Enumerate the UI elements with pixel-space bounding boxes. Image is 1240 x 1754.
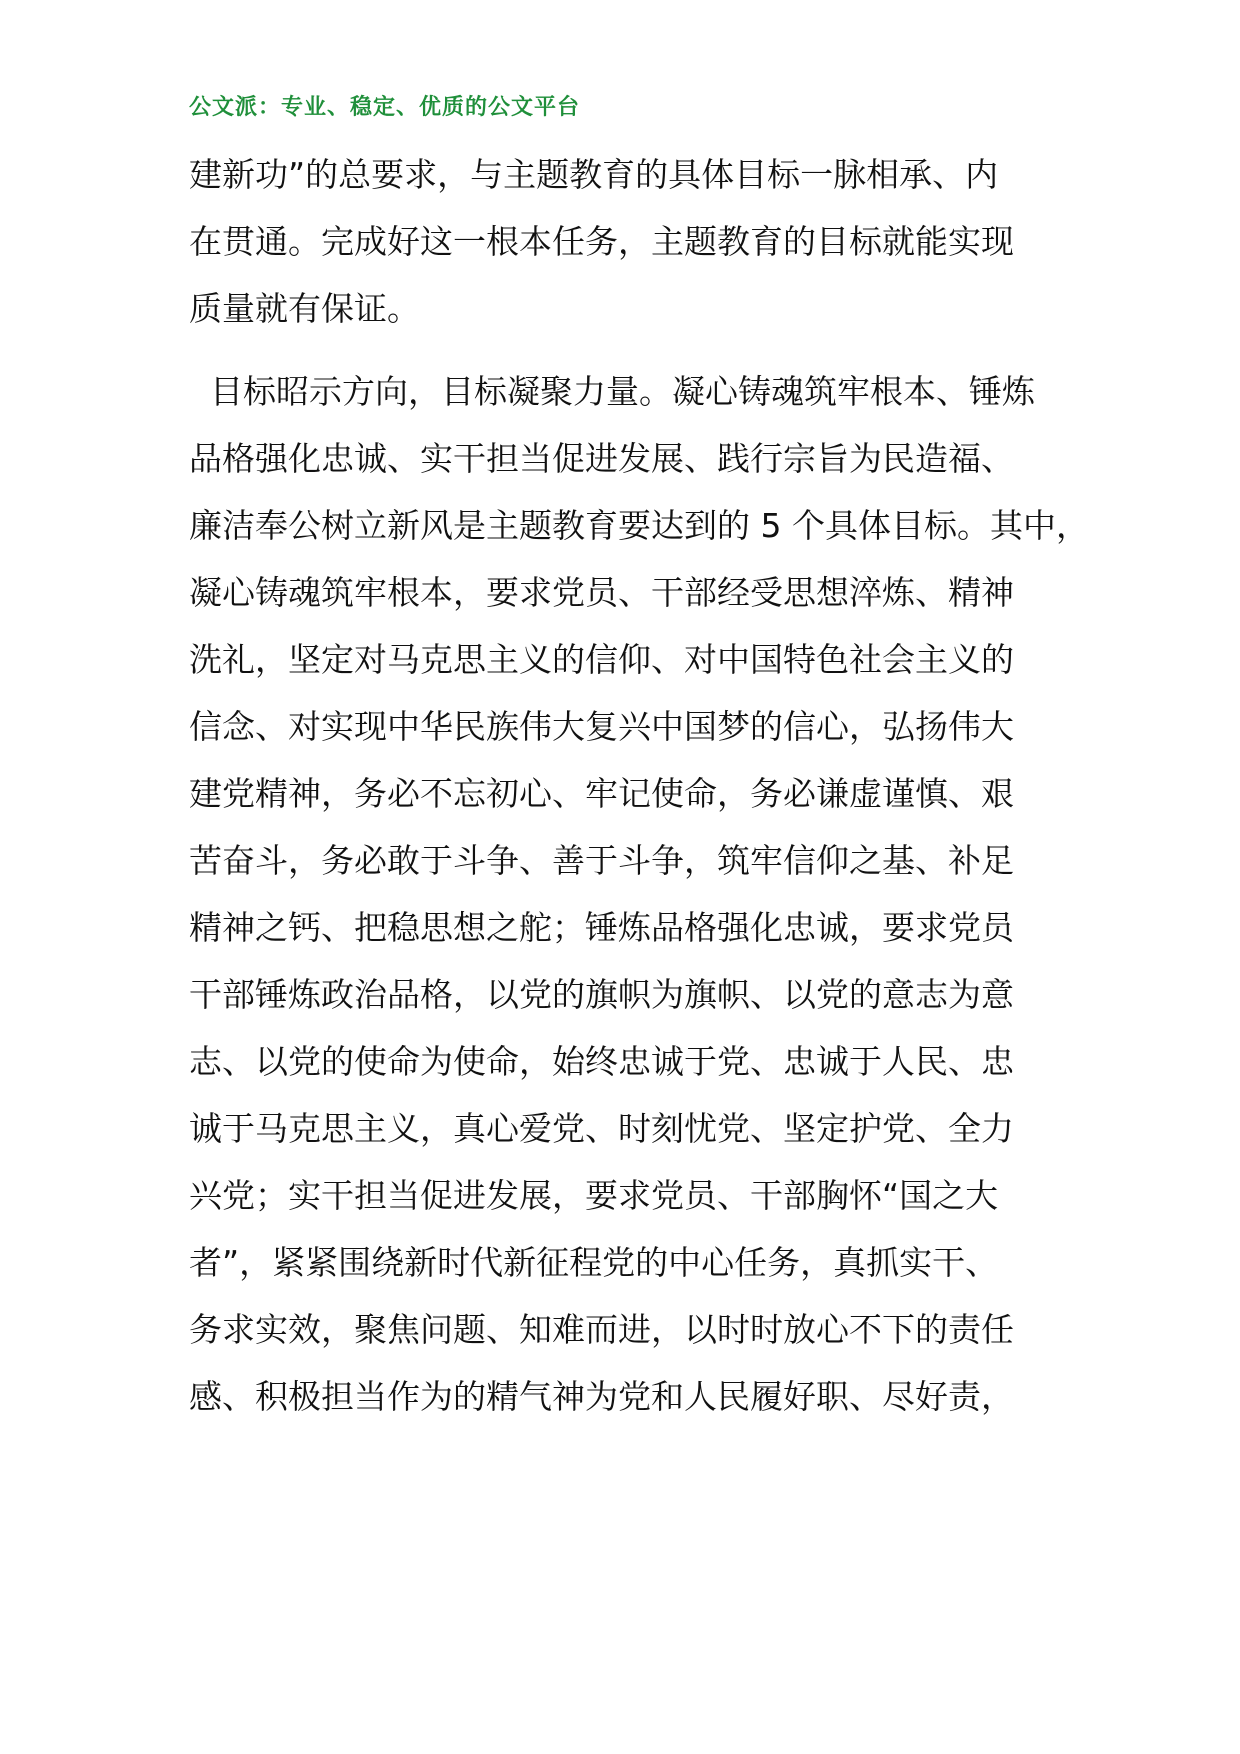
paragraph-2-line-15: 务求实效，聚焦问题、知难而进，以时时放心不下的责任 (189, 1310, 1014, 1349)
paragraph-2-line-7: 建党精神，务必不忘初心、牢记使命，务必谦虚谨慎、艰 (189, 774, 1014, 813)
paragraph-2-line-6: 信念、对实现中华民族伟大复兴中国梦的信心，弘扬伟大 (189, 707, 1014, 746)
paragraph-2-line-12: 诚于马克思主义，真心爱党、时刻忧党、坚定护党、全力 (189, 1109, 1014, 1148)
paragraph-1-line-2: 在贯通。完成好这一根本任务，主题教育的目标就能实现 (189, 222, 1014, 261)
paragraph-2-line-2: 品格强化忠诚、实干担当促进发展、践行宗旨为民造福、 (189, 439, 1014, 478)
page-header-tagline: 公文派：专业、稳定、优质的公文平台 (189, 95, 581, 120)
paragraph-2-line-16: 感、积极担当作为的精气神为党和人民履好职、尽好责， (189, 1377, 1014, 1416)
paragraph-2-line-3: 廉洁奉公树立新风是主题教育要达到的 5 个具体目标。其中， (189, 506, 1089, 545)
paragraph-2-line-13: 兴党；实干担当促进发展，要求党员、干部胸怀“国之大 (189, 1176, 999, 1215)
paragraph-2-line-14: 者”，紧紧围绕新时代新征程党的中心任务，真抓实干、 (189, 1243, 999, 1282)
paragraph-2-line-10: 干部锤炼政治品格，以党的旗帜为旗帜、以党的意志为意 (189, 975, 1014, 1014)
paragraph-2-line-5: 洗礼，坚定对马克思主义的信仰、对中国特色社会主义的 (189, 640, 1014, 679)
paragraph-1-line-1: 建新功”的总要求，与主题教育的具体目标一脉相承、内 (189, 155, 999, 194)
paragraph-2-line-9: 精神之钙、把稳思想之舵；锤炼品格强化忠诚，要求党员 (189, 908, 1014, 947)
paragraph-2-line-4: 凝心铸魂筑牢根本，要求党员、干部经受思想淬炼、精神 (189, 573, 1014, 612)
paragraph-2-line-1: 目标昭示方向，目标凝聚力量。凝心铸魂筑牢根本、锤炼 (189, 372, 1035, 411)
paragraph-2-line-11: 志、以党的使命为使命，始终忠诚于党、忠诚于人民、忠 (189, 1042, 1014, 1081)
paragraph-1-line-3: 质量就有保证。 (189, 289, 420, 328)
paragraph-2-line-8: 苦奋斗，务必敢于斗争、善于斗争，筑牢信仰之基、补足 (189, 841, 1014, 880)
